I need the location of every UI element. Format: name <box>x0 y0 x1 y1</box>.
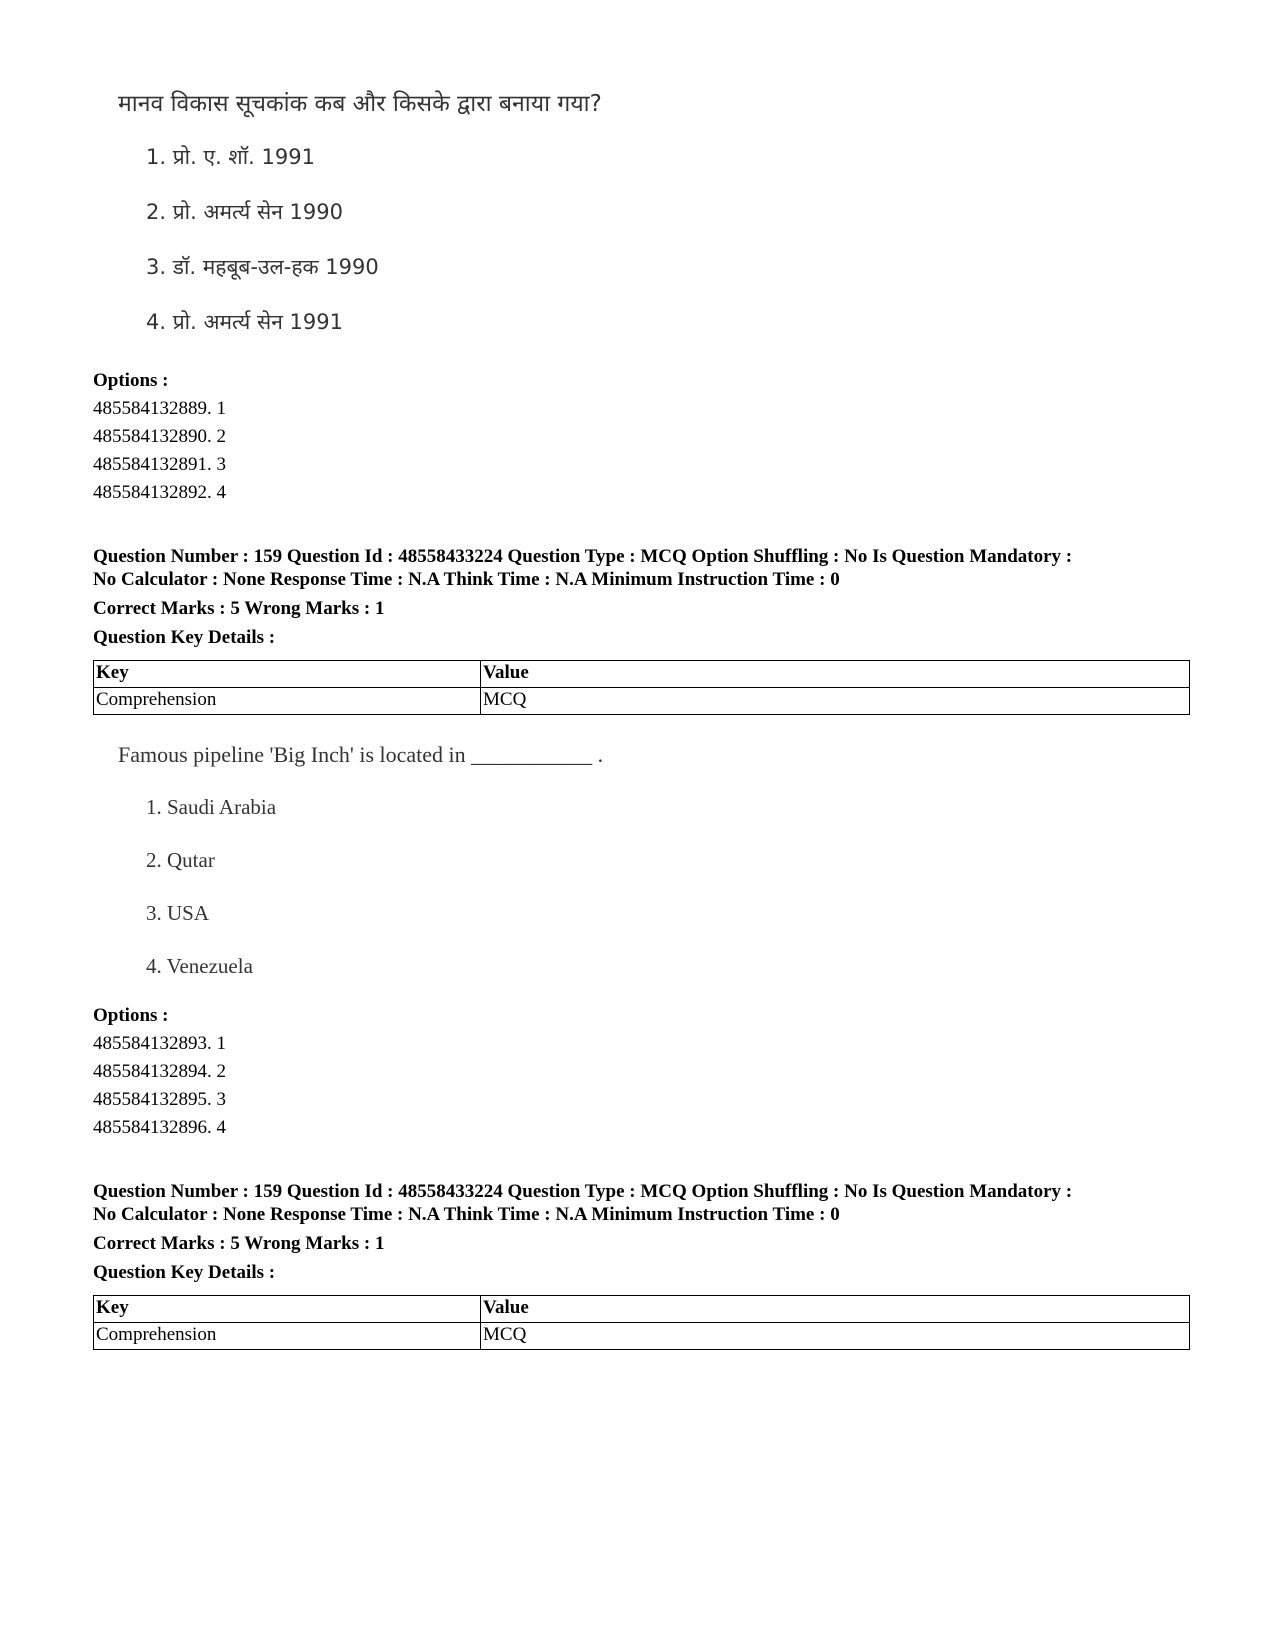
option-id-2: 485584132894. 2 <box>93 1061 226 1082</box>
table-cell-key: Comprehension <box>94 688 481 715</box>
table-cell-key: Comprehension <box>94 1323 481 1350</box>
table-header-key: Key <box>94 661 481 688</box>
table-cell-value: MCQ <box>481 688 1190 715</box>
key-details-table <box>93 660 1190 715</box>
options-label: Options : <box>93 1005 169 1026</box>
table-header-value: Value <box>481 661 1190 688</box>
meta-line-2: No Calculator : None Response Time : N.A Think Time : N.A Minimum Instruction Time : 0 <box>93 569 840 590</box>
meta-line-1: Question Number : 159 Question Id : 48558433224 Question Type : MCQ Option Shuffling : No Is Question Mandatory : <box>93 546 1073 567</box>
meta-line-2: No Calculator : None Response Time : N.A Think Time : N.A Minimum Instruction Time : 0 <box>93 1204 840 1225</box>
option-id-1: 485584132893. 1 <box>93 1033 226 1054</box>
table-row <box>94 688 1190 715</box>
marks-line: Correct Marks : 5 Wrong Marks : 1 <box>93 598 385 619</box>
option-id-3: 485584132891. 3 <box>93 454 226 475</box>
question-2-choice-2: 2. Qutar <box>146 848 215 872</box>
options-label: Options : <box>93 370 169 391</box>
question-1-choice-1: 1. प्रो. ए. शॉ. 1991 <box>146 145 315 169</box>
table-header-row <box>94 661 1190 688</box>
table-cell-value: MCQ <box>481 1323 1190 1350</box>
table-header-value: Value <box>481 1296 1190 1323</box>
option-id-3: 485584132895. 3 <box>93 1089 226 1110</box>
question-1-choice-4: 4. प्रो. अमर्त्य सेन 1991 <box>146 310 343 334</box>
key-details-label: Question Key Details : <box>93 1262 276 1283</box>
meta-line-1: Question Number : 159 Question Id : 48558433224 Question Type : MCQ Option Shuffling : No Is Question Mandatory : <box>93 1181 1073 1202</box>
question-2-stem: Famous pipeline 'Big Inch' is located in ___________ . <box>118 742 604 767</box>
question-1-stem: मानव विकास सूचकांक कब और किसके द्वारा बनाया गया? <box>118 91 602 117</box>
question-2-choice-1: 1. Saudi Arabia <box>146 795 277 819</box>
key-details-label: Question Key Details : <box>93 627 276 648</box>
question-2-choice-4: 4. Venezuela <box>146 954 253 978</box>
key-details-table <box>93 1295 1190 1350</box>
table-header-key: Key <box>94 1296 481 1323</box>
option-id-4: 485584132896. 4 <box>93 1117 226 1138</box>
option-id-4: 485584132892. 4 <box>93 482 226 503</box>
table-row <box>94 1323 1190 1350</box>
option-id-1: 485584132889. 1 <box>93 398 226 419</box>
marks-line: Correct Marks : 5 Wrong Marks : 1 <box>93 1233 385 1254</box>
question-2-choice-3: 3. USA <box>146 901 210 925</box>
question-1-choice-3: 3. डॉ. महबूब-उल-हक 1990 <box>146 255 379 279</box>
question-1-choice-2: 2. प्रो. अमर्त्य सेन 1990 <box>146 200 343 224</box>
table-header-row <box>94 1296 1190 1323</box>
option-id-2: 485584132890. 2 <box>93 426 226 447</box>
